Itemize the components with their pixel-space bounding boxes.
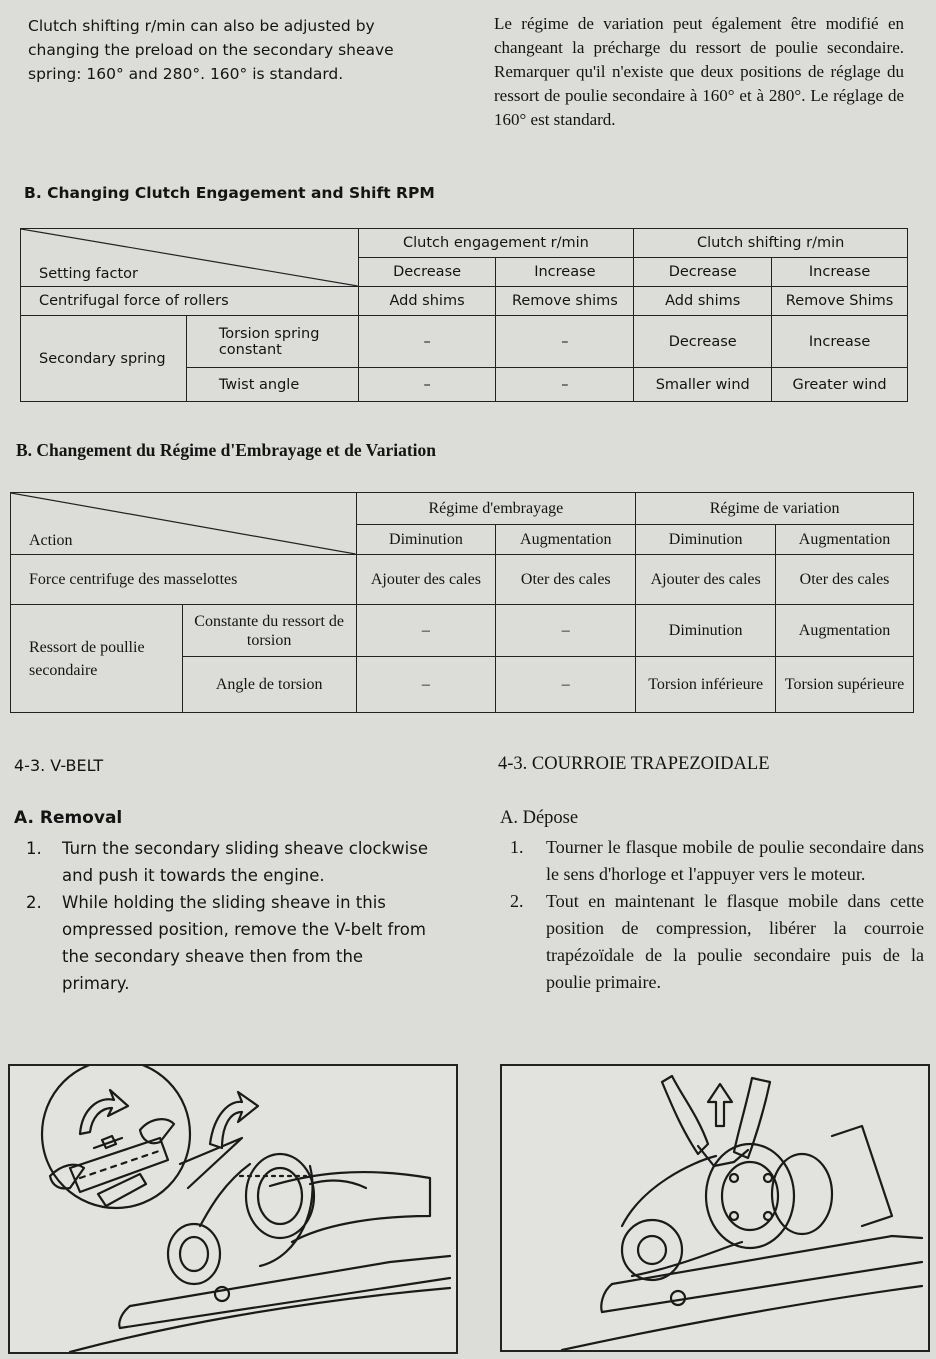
- table-fr-cell: –: [356, 657, 496, 713]
- vbelt-en-sub: A. Removal: [14, 808, 123, 828]
- table-en-row-label: Twist angle: [186, 368, 358, 402]
- table-en-group-engagement: Clutch engagement r/min: [358, 229, 634, 258]
- table-en-sub-header: Increase: [772, 258, 908, 287]
- step-number: 1.: [510, 837, 524, 857]
- list-item: [502, 888, 924, 996]
- list-item: [18, 889, 430, 997]
- table-fr-title: B. Changement du Régime d'Embrayage et de Variation: [16, 440, 436, 460]
- table-fr-cell: Torsion inférieure: [636, 657, 776, 713]
- table-fr-cell: Ajouter des cales: [356, 555, 496, 605]
- table-en-group-shifting: Clutch shifting r/min: [634, 229, 908, 258]
- table-en-sub-header: Decrease: [358, 258, 496, 287]
- step-text: Tout en maintenant le flasque mobile dans cette position de compression, libérer la courroie trapézoïdale de la poulie secondaire puis de la poulie primaire.: [546, 891, 924, 992]
- table-fr-group-embrayage: Régime d'embrayage: [356, 493, 636, 525]
- vbelt-removal-drawing: [10, 1066, 456, 1352]
- table-fr: [10, 492, 914, 713]
- table-en-row-label: Torsion spring constant: [186, 316, 358, 368]
- table-fr-sub-header: Augmentation: [496, 525, 636, 555]
- intro-english: Clutch shifting r/min can also be adjusted by changing the preload on the secondary sheave spring: 160° and 280°. 160° is standard.: [28, 17, 394, 83]
- step-text: While holding the sliding sheave in this ompressed position, remove the V-belt from the secondary sheave then from the primary.: [62, 893, 426, 993]
- table-fr-sub-header: Diminution: [356, 525, 496, 555]
- list-item: [18, 835, 430, 889]
- table-fr-group-variation: Régime de variation: [636, 493, 914, 525]
- vbelt-en-section: 4-3. V-BELT: [14, 756, 104, 775]
- step-number: 1.: [26, 839, 42, 858]
- table-en-sub-header: Increase: [496, 258, 634, 287]
- table-fr-row-label: Constante du ressort de torsion: [182, 605, 356, 657]
- table-en-cell: Smaller wind: [634, 368, 772, 402]
- table-fr-cell: –: [496, 657, 636, 713]
- table-en: [20, 228, 908, 402]
- table-fr-cell: Augmentation: [776, 605, 914, 657]
- vbelt-removal-drawing: [502, 1066, 928, 1350]
- table-fr-cell: –: [496, 605, 636, 657]
- table-en-cell: –: [496, 368, 634, 402]
- step-number: 2.: [510, 891, 524, 911]
- table-en-cell: Add shims: [634, 287, 772, 316]
- vbelt-fr-section: 4-3. COURROIE TRAPEZOIDALE: [498, 754, 770, 774]
- table-fr-row-label: Angle de torsion: [182, 657, 356, 713]
- removal-illustration-right: [500, 1064, 930, 1352]
- step-text: Tourner le flasque mobile de poulie secondaire dans le sens d'horloge et l'appuyer vers le moteur.: [546, 837, 924, 884]
- table-fr-sub-header: Diminution: [636, 525, 776, 555]
- table-en-title: B. Changing Clutch Engagement and Shift RPM: [24, 184, 435, 202]
- table-en-cell: –: [496, 316, 634, 368]
- table-en-cell: Remove shims: [496, 287, 634, 316]
- table-en-cell: Remove Shims: [772, 287, 908, 316]
- table-fr-row-label: Force centrifuge des masselottes: [11, 555, 357, 605]
- table-fr-cell: Oter des cales: [776, 555, 914, 605]
- table-fr-cell: –: [356, 605, 496, 657]
- table-en-cell: Greater wind: [772, 368, 908, 402]
- table-en-group-label: Secondary spring: [21, 316, 187, 402]
- table-fr-sub-header: Augmentation: [776, 525, 914, 555]
- list-item: [502, 834, 924, 888]
- table-en-cell: Decrease: [634, 316, 772, 368]
- step-text: Turn the secondary sliding sheave clockwise and push it towards the engine.: [62, 839, 428, 885]
- table-en-cell: Increase: [772, 316, 908, 368]
- table-fr-corner: [11, 493, 357, 555]
- table-en-row-label: Centrifugal force of rollers: [21, 287, 359, 316]
- table-fr-cell: Ajouter des cales: [636, 555, 776, 605]
- table-fr-cell: Oter des cales: [496, 555, 636, 605]
- table-fr-group-label: Ressort de poullie secondaire: [11, 605, 183, 713]
- table-en-cell: Add shims: [358, 287, 496, 316]
- vbelt-fr-sub: A. Dépose: [500, 808, 579, 828]
- table-fr-corner-label: Action: [29, 532, 73, 549]
- table-en-cell: –: [358, 316, 496, 368]
- step-number: 2.: [26, 893, 42, 912]
- table-fr-cell: Torsion supérieure: [776, 657, 914, 713]
- table-en-corner: [21, 229, 359, 287]
- table-fr-cell: Diminution: [636, 605, 776, 657]
- removal-illustration-left: [8, 1064, 458, 1354]
- vbelt-en-steps: [18, 835, 430, 997]
- table-en-sub-header: Decrease: [634, 258, 772, 287]
- table-en-corner-label: Setting factor: [39, 266, 139, 282]
- vbelt-fr-steps: [502, 834, 924, 996]
- intro-french: Le régime de variation peut également être modifié en changeant la précharge du ressort de poulie secondaire. Remarquer qu'il n'existe que deux positions de réglage du ressort de poulie secondaire à 160° et à 280°. Le réglage de 160° est standard.: [494, 14, 904, 129]
- table-en-cell: –: [358, 368, 496, 402]
